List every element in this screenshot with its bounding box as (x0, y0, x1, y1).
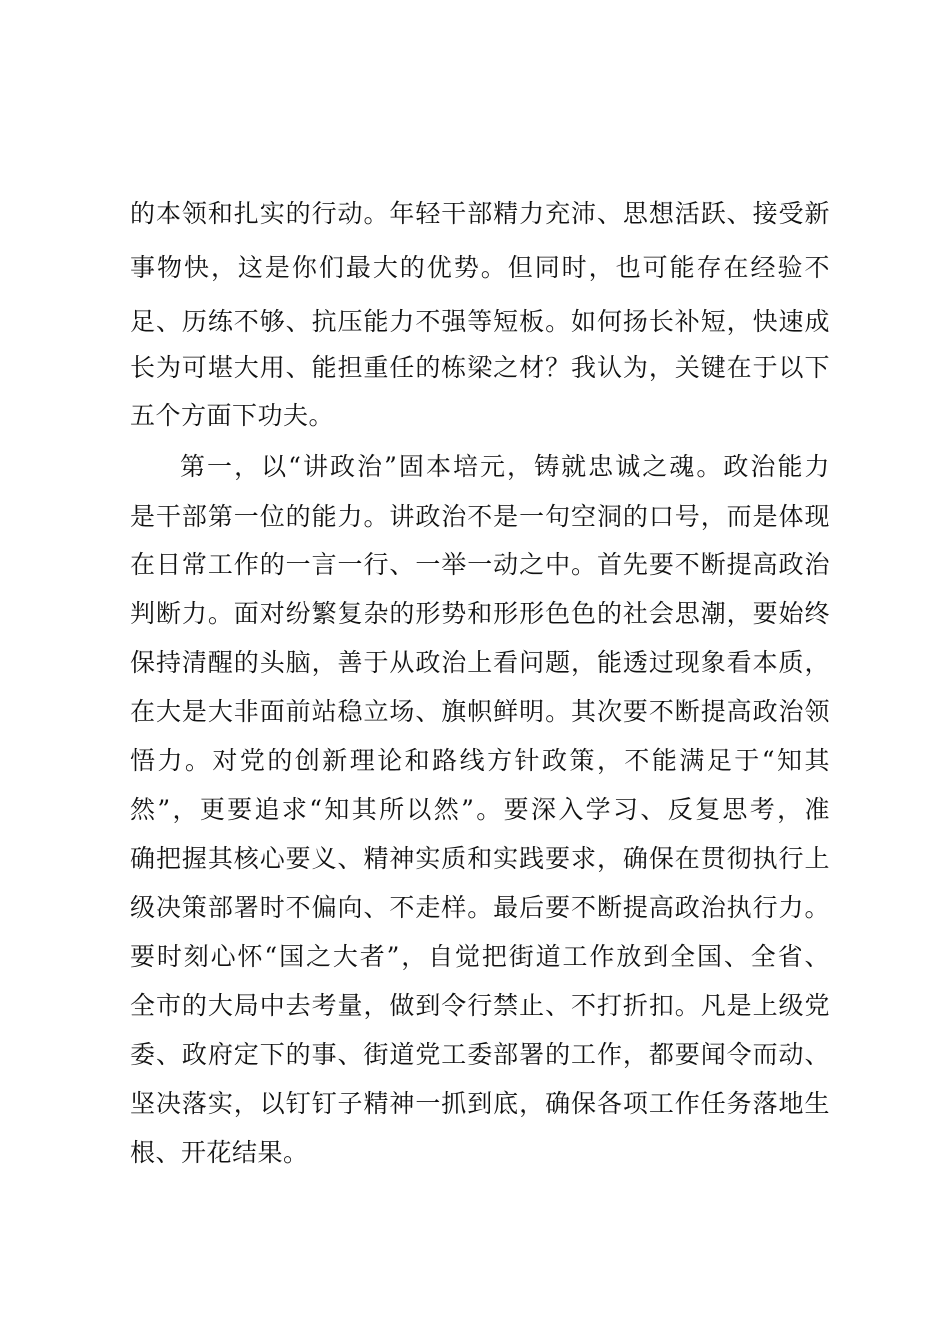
paragraph1-line: 的本领和扎实的行动。年轻干部精力充沛、思想活跃、接受新 (130, 199, 830, 228)
paragraph2-line: 根、开花结果。 (130, 1138, 309, 1167)
paragraph1-line: 足、历练不够、抗压能力不强等短板。如何扬长补短，快速成 (130, 307, 830, 336)
paragraph2-line: 悟力。对党的创新理论和路线方针政策，不能满足于“知其 (130, 746, 830, 775)
paragraph1-line: 五个方面下功夫。 (130, 401, 335, 430)
paragraph2-line: 在大是大非面前站稳立场、旗帜鲜明。其次要不断提高政治领 (130, 697, 830, 726)
paragraph2-line: 在日常工作的一言一行、一举一动之中。首先要不断提高政治 (130, 550, 830, 579)
paragraph2-line: 坚决落实，以钉钉子精神一抓到底，确保各项工作任务落地生 (130, 1089, 830, 1118)
paragraph2-line: 是干部第一位的能力。讲政治不是一句空洞的口号，而是体现 (130, 502, 830, 531)
paragraph2-line: 全市的大局中去考量，做到令行禁止、不打折扣。凡是上级党 (130, 991, 830, 1020)
paragraph2-line: 判断力。面对纷繁复杂的形势和形形色色的社会思潮，要始终 (130, 599, 830, 628)
paragraph2-line: 委、政府定下的事、街道党工委部署的工作，都要闻令而动、 (130, 1040, 830, 1069)
paragraph1-line: 事物快，这是你们最大的优势。但同时，也可能存在经验不 (130, 253, 830, 282)
paragraph2-line: 保持清醒的头脑，善于从政治上看问题，能透过现象看本质， (130, 648, 830, 677)
paragraph2-line: 第一，以“讲政治”固本培元，铸就忠诚之魂。政治能力 (180, 452, 830, 481)
paragraph2-line: 然”，更要追求“知其所以然”。要深入学习、反复思考，准 (130, 795, 830, 824)
paragraph1-line: 长为可堪大用、能担重任的栋梁之材？我认为，关键在于以下 (130, 353, 830, 382)
paragraph2-line: 确把握其核心要义、精神实质和实践要求，确保在贯彻执行上 (130, 844, 830, 873)
paragraph2-line: 级决策部署时不偏向、不走样。最后要不断提高政治执行力。 (130, 893, 830, 922)
paragraph2-line: 要时刻心怀“国之大者”，自觉把街道工作放到全国、全省、 (130, 942, 830, 971)
